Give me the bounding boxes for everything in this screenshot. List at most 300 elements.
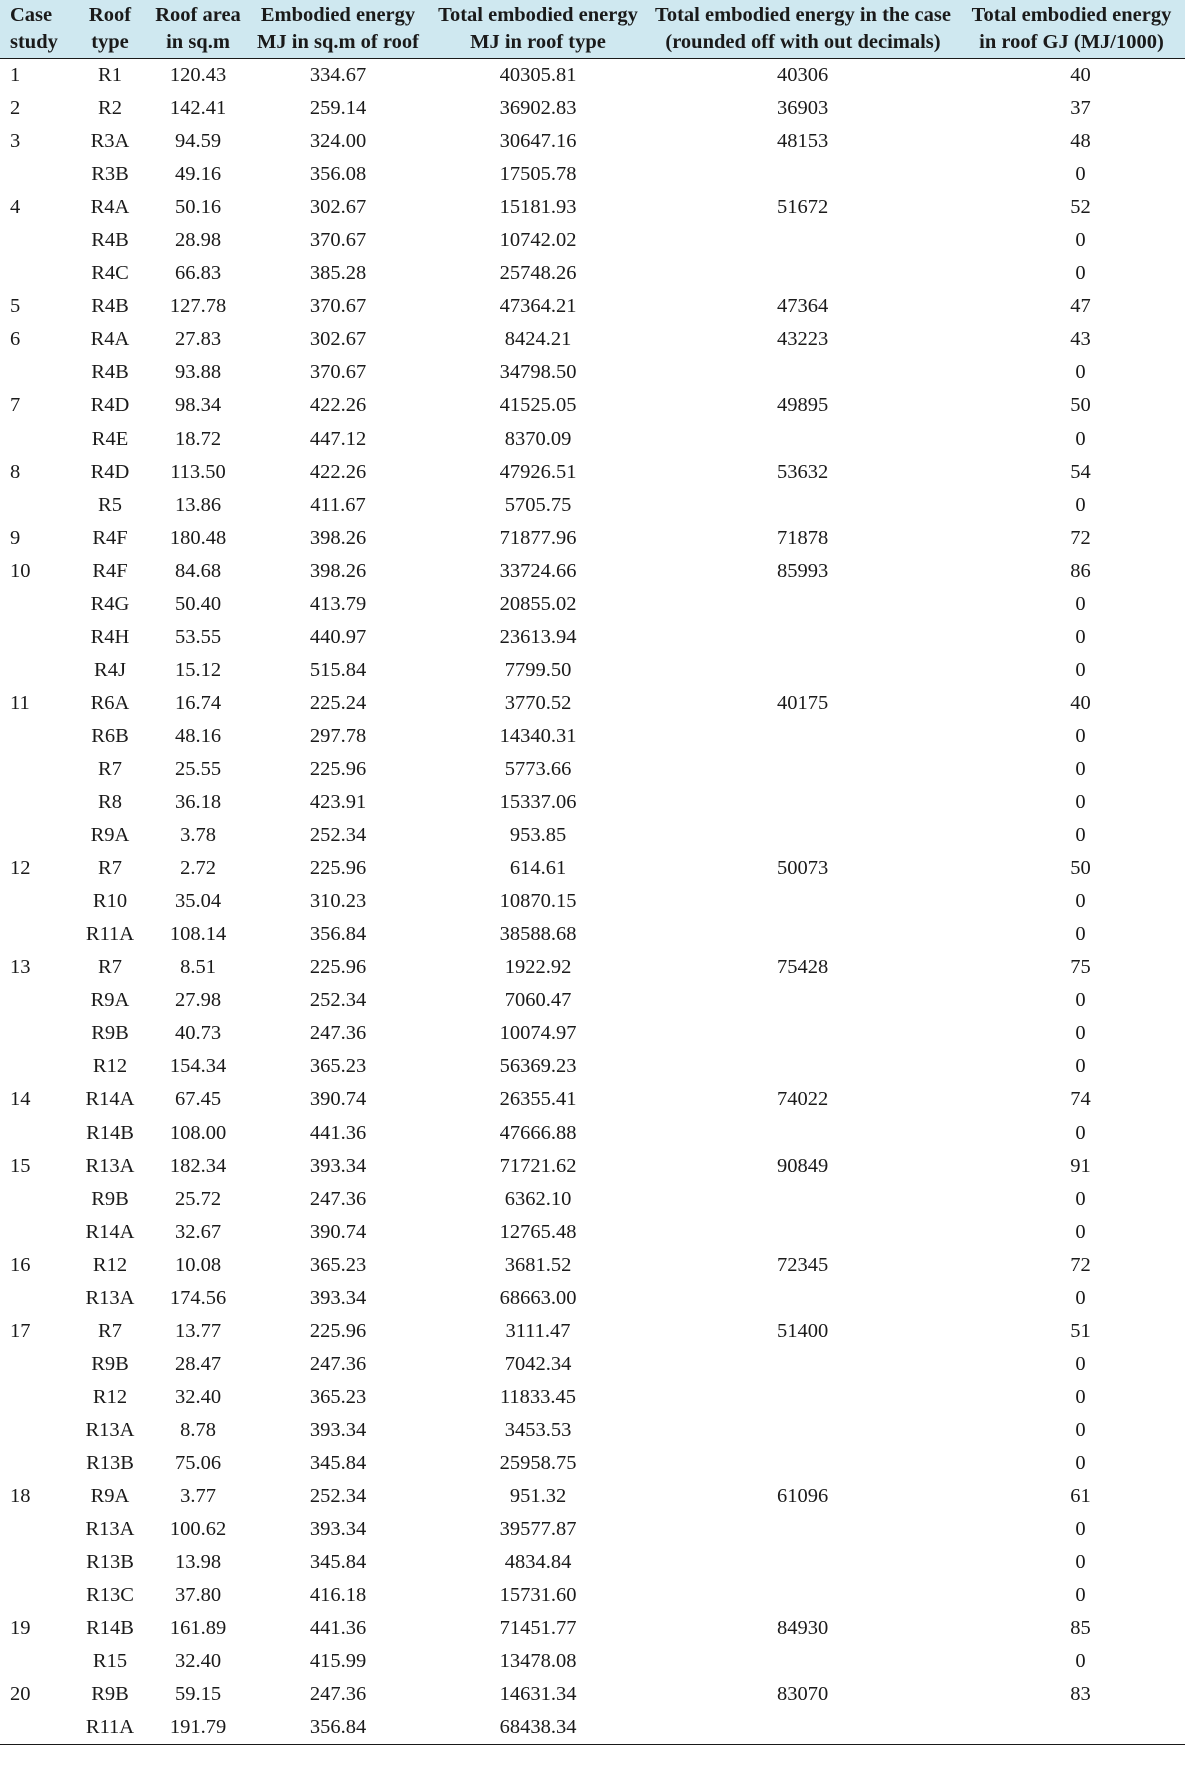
cell-total-gj: 47 [1070, 295, 1091, 318]
cell-roof-area: 8.78 [180, 1418, 216, 1441]
header-roof-type [72, 0, 148, 59]
cell-roof-type: R4D [90, 460, 130, 483]
cell-roof-type: R4F [92, 559, 128, 582]
cell-roof-area: 13.98 [174, 1551, 222, 1574]
cell-case-study: 6 [10, 328, 21, 351]
header-line: study [10, 31, 58, 53]
table-row [0, 59, 1185, 93]
cell-total-in-case [648, 1711, 958, 1745]
cell-case-study: 5 [10, 295, 21, 318]
cell-roof-type: R14A [85, 1220, 135, 1243]
table-row [0, 423, 1185, 456]
cell-total-in-case [648, 1050, 958, 1083]
cell-total-gj: 0 [1075, 824, 1086, 847]
table-row [0, 389, 1185, 422]
cell-total-in-case: 40306 [777, 64, 829, 87]
cell-roof-type: R7 [98, 758, 122, 780]
table-row [0, 1348, 1185, 1381]
cell-total-in-case [648, 257, 958, 290]
cell-case-study [0, 1282, 72, 1315]
cell-roof-type: R4B [91, 295, 129, 318]
cell-total-embodied-energy: 13478.08 [499, 1650, 577, 1673]
table-row [0, 1216, 1185, 1249]
cell-embodied-energy: 247.36 [309, 1683, 367, 1706]
cell-case-study [0, 1513, 72, 1546]
cell-roof-area: 66.83 [174, 262, 222, 285]
cell-embodied-energy: 247.36 [309, 1352, 367, 1375]
cell-roof-type: R14A [85, 1088, 135, 1111]
cell-total-in-case [648, 489, 958, 522]
cell-embodied-energy: 297.78 [309, 724, 367, 747]
cell-case-study: 1 [10, 64, 21, 87]
cell-total-gj: 0 [1075, 1551, 1086, 1574]
cell-total-embodied-energy: 8370.09 [504, 427, 572, 450]
cell-embodied-energy: 441.36 [309, 1121, 367, 1144]
cell-total-gj: 0 [1075, 724, 1086, 747]
cell-roof-area: 15.12 [174, 658, 222, 681]
cell-embodied-energy: 441.36 [309, 1617, 367, 1640]
cell-roof-area: 191.79 [148, 1711, 248, 1745]
cell-total-gj: 0 [1075, 1650, 1086, 1673]
cell-roof-area: 67.45 [174, 1088, 222, 1111]
cell-total-in-case [648, 1183, 958, 1216]
cell-total-in-case: 84930 [777, 1617, 829, 1640]
table-row [0, 191, 1185, 224]
table-row [0, 918, 1185, 951]
cell-roof-type: R9A [90, 1485, 130, 1508]
cell-total-gj: 0 [1075, 163, 1086, 186]
table-row [0, 786, 1185, 819]
cell-embodied-energy: 225.96 [309, 758, 367, 780]
cell-total-in-case [648, 1017, 958, 1050]
cell-roof-type: R8 [98, 791, 122, 814]
cell-embodied-energy: 356.08 [309, 163, 367, 186]
cell-total-in-case: 50073 [777, 857, 829, 880]
cell-embodied-energy: 225.24 [309, 691, 367, 714]
table-row [0, 1083, 1185, 1116]
cell-total-in-case [648, 1348, 958, 1381]
header-line: MJ in sq.m of roof [257, 31, 419, 53]
cell-total-gj: 0 [1075, 1286, 1086, 1309]
cell-total-in-case: 40175 [777, 691, 829, 714]
table-row [0, 1050, 1185, 1083]
cell-embodied-energy: 422.26 [309, 394, 367, 417]
cell-embodied-energy: 393.34 [309, 1286, 367, 1309]
cell-total-embodied-energy: 14340.31 [499, 724, 577, 747]
cell-roof-area: 120.43 [169, 64, 227, 87]
cell-roof-type: R4D [90, 394, 130, 417]
cell-roof-type: R5 [98, 493, 122, 516]
header-line: Total embodied energy [438, 4, 638, 26]
cell-case-study [0, 1579, 72, 1612]
cell-total-gj [958, 1711, 1185, 1745]
cell-case-study: 15 [10, 1154, 31, 1177]
cell-case-study [0, 158, 72, 191]
cell-total-in-case [648, 1579, 958, 1612]
cell-roof-area: 142.41 [169, 97, 227, 120]
cell-total-embodied-energy: 10742.02 [499, 229, 577, 252]
cell-total-embodied-energy: 15181.93 [499, 196, 577, 219]
cell-roof-type: R4H [90, 625, 130, 648]
cell-embodied-energy: 385.28 [309, 262, 367, 285]
cell-embodied-energy: 310.23 [309, 890, 367, 913]
cell-roof-type: R4E [91, 427, 129, 450]
cell-roof-type: R13A [85, 1154, 135, 1177]
header-line: type [91, 31, 129, 53]
cell-embodied-energy: 252.34 [309, 824, 367, 847]
cell-roof-area: 59.15 [174, 1683, 222, 1706]
cell-case-study: 4 [10, 196, 21, 219]
cell-roof-type: R9A [90, 989, 130, 1012]
cell-total-in-case [648, 356, 958, 389]
table-row [0, 720, 1185, 753]
header-total-embodied-energy [428, 0, 648, 59]
cell-embodied-energy: 302.67 [309, 328, 367, 351]
cell-total-gj: 83 [1070, 1683, 1091, 1706]
cell-embodied-energy: 252.34 [309, 1485, 367, 1508]
cell-total-embodied-energy: 38588.68 [499, 923, 577, 946]
cell-total-gj: 40 [1070, 691, 1091, 714]
cell-embodied-energy: 393.34 [309, 1154, 367, 1177]
cell-total-embodied-energy: 30647.16 [499, 130, 577, 153]
cell-embodied-energy: 345.84 [309, 1551, 367, 1574]
cell-total-in-case [648, 1414, 958, 1447]
cell-roof-type: R6A [90, 691, 130, 714]
header-line: Total embodied energy in the case [655, 4, 951, 26]
cell-embodied-energy: 302.67 [309, 196, 367, 219]
cell-total-embodied-energy: 34798.50 [499, 361, 577, 384]
cell-roof-area: 48.16 [174, 724, 222, 747]
cell-case-study: 18 [10, 1485, 31, 1508]
cell-total-in-case [648, 224, 958, 257]
cell-case-study: 19 [10, 1617, 31, 1640]
cell-total-embodied-energy: 8424.21 [504, 328, 572, 351]
cell-case-study [0, 720, 72, 753]
cell-total-embodied-energy: 1922.92 [504, 956, 572, 979]
cell-total-embodied-energy: 11833.45 [499, 1385, 577, 1408]
header-line: Total embodied energy [971, 4, 1172, 26]
table-row [0, 1612, 1185, 1645]
cell-roof-area: 25.55 [174, 758, 222, 780]
cell-total-gj: 0 [1075, 592, 1086, 615]
cell-total-gj: 0 [1075, 758, 1086, 780]
cell-total-embodied-energy: 33724.66 [499, 559, 577, 582]
cell-embodied-energy: 393.34 [309, 1518, 367, 1541]
cell-total-embodied-energy: 47926.51 [499, 460, 577, 483]
cell-embodied-energy: 440.97 [309, 625, 367, 648]
header-line: (rounded off with out decimals) [665, 31, 941, 53]
cell-total-in-case [648, 720, 958, 753]
cell-case-study: 3 [10, 130, 21, 153]
cell-case-study [0, 356, 72, 389]
table-row [0, 654, 1185, 687]
cell-roof-area: 27.83 [174, 328, 222, 351]
cell-case-study: 14 [10, 1088, 31, 1111]
cell-total-embodied-energy: 17505.78 [499, 163, 577, 186]
cell-case-study [0, 1050, 72, 1083]
cell-total-gj: 0 [1075, 658, 1086, 681]
cell-total-in-case: 90849 [777, 1154, 829, 1177]
cell-roof-area: 13.77 [174, 1319, 222, 1342]
cell-total-in-case [648, 588, 958, 621]
cell-case-study [0, 786, 72, 819]
cell-case-study: 16 [10, 1253, 31, 1276]
table-row [0, 456, 1185, 489]
cell-embodied-energy: 411.67 [310, 493, 366, 516]
cell-total-in-case [648, 984, 958, 1017]
cell-case-study [0, 588, 72, 621]
cell-total-in-case: 51400 [777, 1319, 829, 1342]
table-row [0, 125, 1185, 158]
cell-roof-area: 113.50 [170, 460, 226, 483]
cell-total-embodied-energy: 41525.05 [499, 394, 577, 417]
cell-embodied-energy: 356.84 [309, 923, 367, 946]
cell-total-embodied-energy: 40305.81 [499, 64, 577, 87]
cell-embodied-energy: 365.23 [309, 1055, 367, 1078]
cell-case-study [0, 885, 72, 918]
cell-case-study [0, 1447, 72, 1480]
cell-case-study: 11 [10, 691, 30, 714]
table-row [0, 753, 1185, 786]
cell-total-gj: 0 [1075, 1385, 1086, 1408]
cell-case-study: 8 [10, 460, 21, 483]
cell-total-embodied-energy: 23613.94 [499, 625, 577, 648]
table-row [0, 489, 1185, 522]
cell-case-study [0, 423, 72, 456]
cell-total-gj: 51 [1070, 1319, 1091, 1342]
header-row [0, 0, 1185, 59]
cell-roof-type: R13B [86, 1551, 134, 1574]
cell-total-gj: 0 [1075, 1418, 1086, 1441]
cell-roof-type: R4J [94, 658, 126, 681]
cell-total-gj: 61 [1070, 1485, 1091, 1508]
cell-roof-area: 84.68 [174, 559, 222, 582]
cell-roof-area: 13.86 [174, 493, 222, 516]
cell-total-in-case: 74022 [777, 1088, 829, 1111]
header-line: Embodied energy [260, 4, 416, 26]
cell-total-embodied-energy: 3453.53 [504, 1418, 572, 1441]
cell-total-gj: 0 [1075, 1518, 1086, 1541]
cell-case-study [0, 1645, 72, 1678]
cell-roof-area: 32.40 [174, 1385, 222, 1408]
cell-roof-type: R2 [98, 97, 122, 120]
cell-total-gj: 72 [1070, 526, 1091, 549]
table-row [0, 1315, 1185, 1348]
cell-roof-area: 108.14 [169, 923, 227, 946]
cell-total-gj: 75 [1070, 956, 1091, 979]
cell-total-in-case [648, 1645, 958, 1678]
cell-total-gj: 0 [1075, 625, 1086, 648]
cell-roof-type: R12 [92, 1253, 128, 1276]
cell-total-in-case: 72345 [777, 1253, 829, 1276]
cell-total-gj: 48 [1070, 130, 1091, 153]
cell-roof-area: 27.98 [174, 989, 222, 1012]
table-row [0, 984, 1185, 1017]
cell-embodied-energy: 416.18 [309, 1584, 367, 1607]
cell-case-study [0, 1711, 72, 1745]
cell-total-embodied-energy: 953.85 [509, 824, 567, 847]
cell-roof-type: R13A [85, 1518, 135, 1541]
cell-total-in-case: 71878 [777, 526, 829, 549]
cell-total-in-case: 85993 [777, 559, 829, 582]
cell-embodied-energy: 345.84 [309, 1451, 367, 1474]
cell-embodied-energy: 370.67 [309, 229, 367, 252]
cell-roof-type: R7 [98, 1319, 122, 1342]
table-row [0, 852, 1185, 885]
cell-total-in-case: 48153 [777, 130, 829, 153]
cell-roof-type: R12 [92, 1055, 128, 1078]
cell-total-gj: 54 [1070, 460, 1091, 483]
cell-roof-type: R9A [90, 824, 130, 847]
cell-total-gj: 0 [1075, 890, 1086, 913]
cell-case-study: 9 [10, 526, 21, 549]
cell-roof-type: R4A [90, 196, 130, 219]
header-embodied-energy [248, 0, 428, 59]
cell-total-embodied-energy: 15337.06 [499, 791, 577, 814]
cell-total-in-case: 61096 [777, 1485, 829, 1508]
cell-roof-type: R7 [98, 857, 122, 880]
cell-total-embodied-energy: 614.61 [509, 857, 567, 880]
table-row [0, 1183, 1185, 1216]
cell-case-study: 2 [10, 97, 21, 120]
cell-embodied-energy: 398.26 [309, 526, 367, 549]
table-row [0, 1117, 1185, 1150]
cell-total-embodied-energy: 10074.97 [499, 1022, 577, 1045]
cell-total-embodied-energy: 25748.26 [499, 262, 577, 285]
table-body [0, 59, 1185, 1745]
cell-case-study: 17 [10, 1319, 31, 1342]
cell-total-gj: 0 [1075, 1352, 1086, 1375]
cell-roof-type: R14B [86, 1617, 134, 1640]
cell-total-embodied-energy: 20855.02 [499, 592, 577, 615]
header-line: Roof area [155, 4, 241, 26]
cell-embodied-energy: 225.96 [309, 956, 367, 979]
cell-roof-type: R7 [98, 956, 122, 979]
cell-case-study: 10 [10, 559, 31, 582]
cell-case-study [0, 984, 72, 1017]
cell-roof-area: 8.51 [180, 956, 216, 979]
header-line: Case [10, 4, 53, 26]
cell-total-embodied-energy: 951.32 [509, 1485, 567, 1508]
cell-case-study: 7 [10, 394, 21, 417]
table-row [0, 356, 1185, 389]
cell-roof-type: R10 [92, 890, 128, 913]
cell-roof-area: 25.72 [174, 1187, 222, 1210]
cell-total-gj: 86 [1070, 559, 1091, 582]
cell-total-gj: 85 [1070, 1617, 1091, 1640]
cell-total-in-case [648, 1546, 958, 1579]
cell-total-gj: 50 [1070, 394, 1091, 417]
cell-embodied-energy: 259.14 [309, 97, 367, 120]
cell-total-gj: 0 [1075, 229, 1086, 252]
cell-total-gj: 0 [1075, 262, 1086, 285]
cell-roof-area: 18.72 [174, 427, 222, 450]
cell-roof-type: R9B [91, 1022, 129, 1045]
cell-total-gj: 72 [1070, 1253, 1091, 1276]
header-total-in-case [648, 0, 958, 59]
cell-roof-type: R14B [86, 1121, 134, 1144]
cell-roof-area: 50.16 [174, 196, 222, 219]
cell-total-gj: 0 [1075, 493, 1086, 516]
cell-total-embodied-energy: 68663.00 [499, 1286, 577, 1309]
cell-total-gj: 37 [1070, 97, 1091, 120]
cell-roof-type: R9B [91, 1187, 129, 1210]
cell-total-gj: 43 [1070, 328, 1091, 351]
table-row [0, 1414, 1185, 1447]
cell-embodied-energy: 365.23 [309, 1385, 367, 1408]
cell-total-gj: 52 [1070, 196, 1091, 219]
cell-total-gj: 0 [1075, 1187, 1086, 1210]
cell-total-embodied-energy: 15731.60 [499, 1584, 577, 1607]
cell-case-study [0, 1216, 72, 1249]
cell-roof-area: 98.34 [174, 394, 222, 417]
cell-roof-type: R12 [92, 1385, 128, 1408]
cell-roof-area: 174.56 [169, 1286, 227, 1309]
cell-total-gj: 0 [1075, 791, 1086, 814]
cell-roof-type: R13A [85, 1418, 135, 1441]
cell-roof-area: 35.04 [174, 890, 222, 913]
cell-embodied-energy: 370.67 [309, 361, 367, 384]
table-row [0, 1678, 1185, 1711]
cell-case-study [0, 1348, 72, 1381]
cell-roof-area: 3.78 [180, 824, 216, 847]
cell-total-embodied-energy: 47666.88 [499, 1121, 577, 1144]
cell-embodied-energy: 390.74 [309, 1220, 367, 1243]
cell-embodied-energy: 423.91 [309, 791, 367, 814]
cell-total-embodied-energy: 39577.87 [499, 1518, 577, 1541]
cell-roof-area: 36.18 [174, 791, 222, 814]
cell-embodied-energy: 334.67 [309, 64, 367, 87]
cell-roof-type: R4B [91, 229, 129, 252]
table-row [0, 1249, 1185, 1282]
cell-total-embodied-energy: 5773.66 [504, 758, 572, 780]
cell-total-in-case [648, 1447, 958, 1480]
cell-roof-area: 108.00 [169, 1121, 227, 1144]
cell-roof-area: 53.55 [174, 625, 222, 648]
cell-total-in-case [648, 423, 958, 456]
header-total-gj [958, 0, 1185, 59]
cell-roof-type: R3A [90, 130, 130, 153]
cell-total-embodied-energy: 7799.50 [504, 658, 572, 681]
cell-roof-type: R13C [86, 1584, 134, 1607]
cell-total-in-case [648, 1513, 958, 1546]
cell-total-in-case: 53632 [777, 460, 829, 483]
cell-total-embodied-energy: 3681.52 [504, 1253, 572, 1276]
cell-case-study [0, 1117, 72, 1150]
cell-case-study: 20 [10, 1683, 31, 1706]
cell-total-gj: 0 [1075, 1121, 1086, 1144]
table-row [0, 323, 1185, 356]
cell-embodied-energy: 415.99 [309, 1650, 367, 1673]
table-row [0, 224, 1185, 257]
cell-case-study [0, 1414, 72, 1447]
header-line: Roof [88, 4, 132, 26]
cell-roof-area: 40.73 [174, 1022, 222, 1045]
table-row [0, 158, 1185, 191]
cell-total-embodied-energy: 7042.34 [504, 1352, 572, 1375]
table-row [0, 885, 1185, 918]
cell-total-in-case [648, 918, 958, 951]
table-row [0, 1546, 1185, 1579]
table-row [0, 819, 1185, 852]
cell-roof-type: R9B [91, 1352, 129, 1375]
cell-total-in-case [648, 158, 958, 191]
table-row [0, 1480, 1185, 1513]
cell-total-gj: 74 [1070, 1088, 1091, 1111]
cell-roof-area: 161.89 [169, 1617, 227, 1640]
cell-roof-area: 180.48 [169, 526, 227, 549]
cell-case-study [0, 654, 72, 687]
